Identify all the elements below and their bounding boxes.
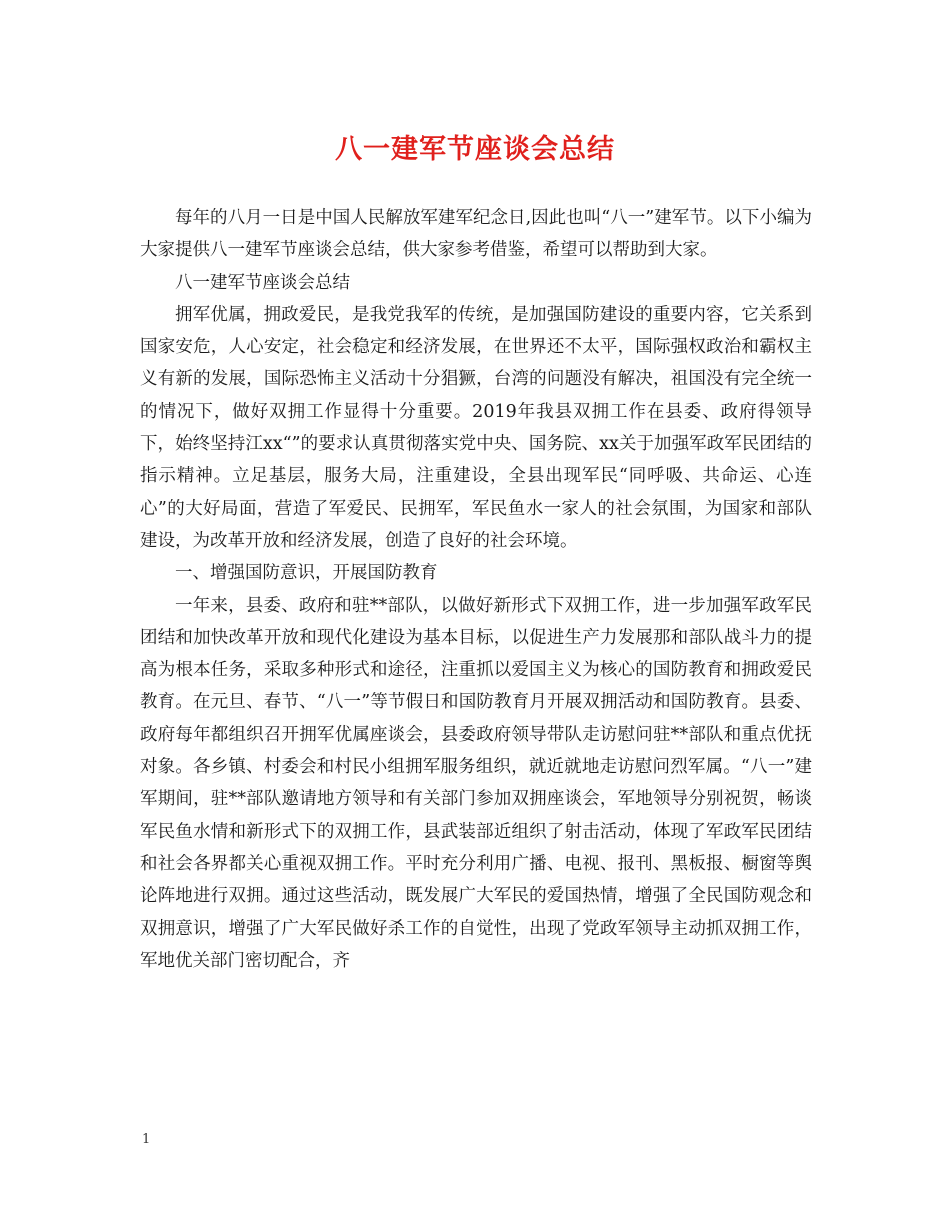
- document-title: 八一建军节座谈会总结: [335, 134, 615, 165]
- section-heading: 八一建军节座谈会总结: [175, 272, 350, 293]
- intro-paragraph: 每年的八月一日是中国人民解放军建军纪念日,因此也叫“八一”建军节。以下小编为大家提供八一建军节座谈会总结，供大家参考借鉴，希望可以帮助到大家。: [140, 208, 812, 261]
- subsection-heading: 一、增强国防意识，开展国防教育: [175, 563, 438, 584]
- body-paragraph: 拥军优属，拥政爱民，是我党我军的传统，是加强国防建设的重要内容，它关系到国家安危，人心安定，社会稳定和经济发展，在世界还不太平，国际强权政治和霸权主义有新的发展，国际恐怖主义活动十分猖獗，台湾的问题没有解决，祖国没有完全统一的情况下，做好双拥工作显得十分重要。2019年我县双拥工作在县委、政府得领导下，始终坚持江xx“”的要求认真贯彻落实党中央、国务院、xx关于加强军政军民团结的指示精神。立足基层，服务大局，注重建设，全县出现军民“同呼吸、共命运、心连心”的大好局面，营造了军爱民、民拥军，军民鱼水一家人的社会氛围，为国家和部队建设，为改革开放和经济发展，创造了良好的社会环境。: [140, 304, 812, 551]
- body-paragraph: 一年来，县委、政府和驻**部队，以做好新形式下双拥工作，进一步加强军政军民团结和加快改革开放和现代化建设为基本目标，以促进生产力发展那和部队战斗力的提高为根本任务，采取多种形式和途径，注重抓以爱国主义为核心的国防教育和拥政爱民教育。在元旦、春节、“八一”等节假日和国防教育月开展双拥活动和国防教育。县委、政府每年都组织召开拥军优属座谈会，县委政府领导带队走访慰问驻**部队和重点优抚对象。各乡镇、村委会和村民小组拥军服务组织，就近就地走访慰问烈军属。“八一”建军期间，驻**部队邀请地方领导和有关部门参加双拥座谈会，军地领导分别祝贺，畅谈军民鱼水情和新形式下的双拥工作，县武装部近组织了射击活动，体现了军政军民团结和社会各界都关心重视双拥工作。平时充分利用广播、电视、报刊、黑板报、橱窗等舆论阵地进行双拥。通过这些活动，既发展广大军民的爱国热情，增强了全民国防观念和双拥意识，增强了广大军民做好杀工作的自觉性，出现了党政军领导主动抓双拥工作，军地优关部门密切配合，齐: [140, 595, 812, 971]
- page-number: 1: [142, 1132, 151, 1147]
- document-body: [140, 202, 812, 977]
